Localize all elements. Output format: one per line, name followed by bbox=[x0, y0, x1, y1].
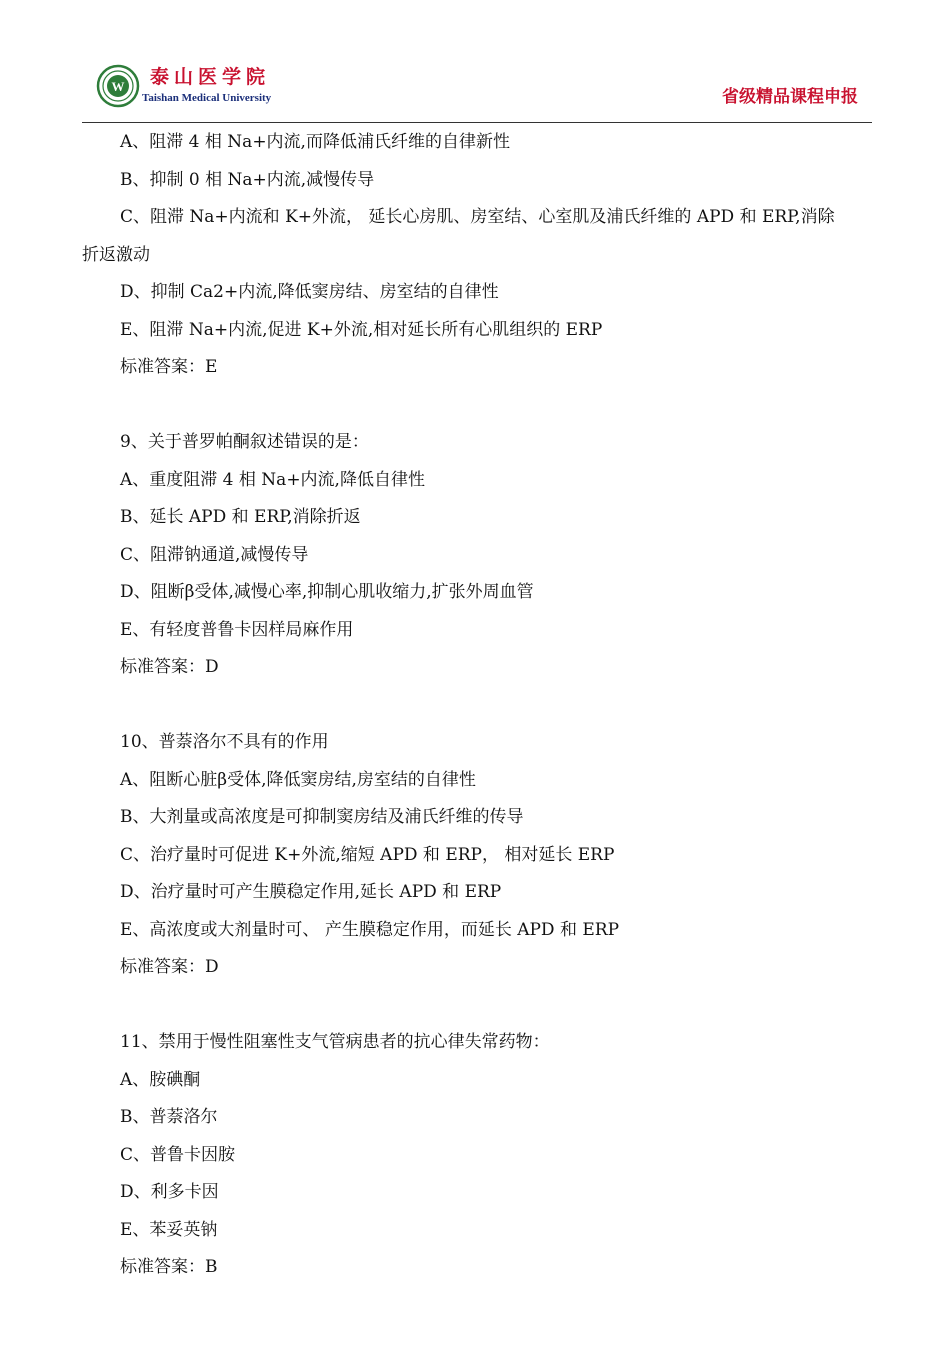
q9-option-b: B、延长 APD 和 ERP,消除折返 bbox=[120, 507, 361, 527]
report-title: 省级精品课程申报 bbox=[722, 87, 858, 107]
university-logo bbox=[96, 64, 140, 108]
q11-option-e: E、苯妥英钠 bbox=[120, 1219, 218, 1240]
q8-option-c-continued: 折返激动 bbox=[82, 244, 150, 265]
q11-option-c: C、普鲁卡因胺 bbox=[120, 1144, 236, 1165]
q11-option-d: D、利多卡因 bbox=[120, 1182, 219, 1202]
q9-answer: 标准答案：D bbox=[120, 657, 219, 677]
q8-option-d: D、抑制 Ca2+内流,降低窦房结、房室结的自律性 bbox=[120, 282, 499, 302]
q9-title: 9、关于普罗帕酮叙述错误的是： bbox=[120, 432, 369, 452]
q10-option-e: E、高浓度或大剂量时可、 产生膜稳定作用，而延长 APD 和 ERP bbox=[120, 919, 620, 940]
spacer bbox=[82, 387, 872, 425]
page-header bbox=[82, 58, 872, 123]
university-seal-icon bbox=[96, 64, 140, 108]
document-body bbox=[82, 124, 872, 1287]
q11-option-a: A、胺碘酮 bbox=[120, 1069, 201, 1090]
q8-answer: 标准答案：E bbox=[120, 357, 218, 377]
q10-option-b: B、大剂量或高浓度是可抑制窦房结及浦氏纤维的传导 bbox=[120, 807, 524, 827]
q9-option-d: D、阻断β受体,减慢心率,抑制心肌收缩力,扩张外周血管 bbox=[120, 582, 534, 602]
spacer bbox=[82, 687, 872, 725]
q10-option-c: C、治疗量时可促进 K+外流,缩短 APD 和 ERP， 相对延长 ERP bbox=[120, 844, 615, 865]
q8-option-c: C、阻滞 Na+内流和 K+外流， 延长心房肌、房室结、心室肌及浦氏纤维的 APD 和 ERP,消除 bbox=[120, 207, 835, 227]
q11-title: 11、禁用于慢性阻塞性支气管病患者的抗心律失常药物： bbox=[120, 1032, 550, 1052]
school-name-cn: 泰山医学院 bbox=[150, 66, 271, 88]
q10-title: 10、普萘洛尔不具有的作用 bbox=[120, 732, 329, 752]
q10-option-d: D、治疗量时可产生膜稳定作用,延长 APD 和 ERP bbox=[120, 882, 502, 902]
q9-option-c: C、阻滞钠通道,减慢传导 bbox=[120, 544, 309, 565]
svg-text:W: W bbox=[111, 79, 125, 94]
spacer bbox=[82, 987, 872, 1025]
q8-option-e: E、阻滞 Na+内流,促进 K+外流,相对延长所有心肌组织的 ERP bbox=[120, 319, 603, 340]
q11-option-b: B、普萘洛尔 bbox=[120, 1107, 218, 1127]
q8-option-b: B、抑制 0 相 Na+内流,减慢传导 bbox=[120, 169, 375, 190]
q11-answer: 标准答案：B bbox=[120, 1257, 218, 1277]
q9-option-e: E、有轻度普鲁卡因样局麻作用 bbox=[120, 619, 354, 640]
school-name-en: Taishan Medical University bbox=[142, 92, 272, 104]
q8-option-a: A、阻滞 4 相 Na+内流,而降低浦氏纤维的自律新性 bbox=[120, 132, 510, 152]
q10-answer: 标准答案：D bbox=[120, 957, 219, 977]
q9-option-a: A、重度阻滞 4 相 Na+内流,降低自律性 bbox=[120, 469, 425, 490]
q10-option-a: A、阻断心脏β受体,降低窦房结,房室结的自律性 bbox=[120, 769, 476, 790]
